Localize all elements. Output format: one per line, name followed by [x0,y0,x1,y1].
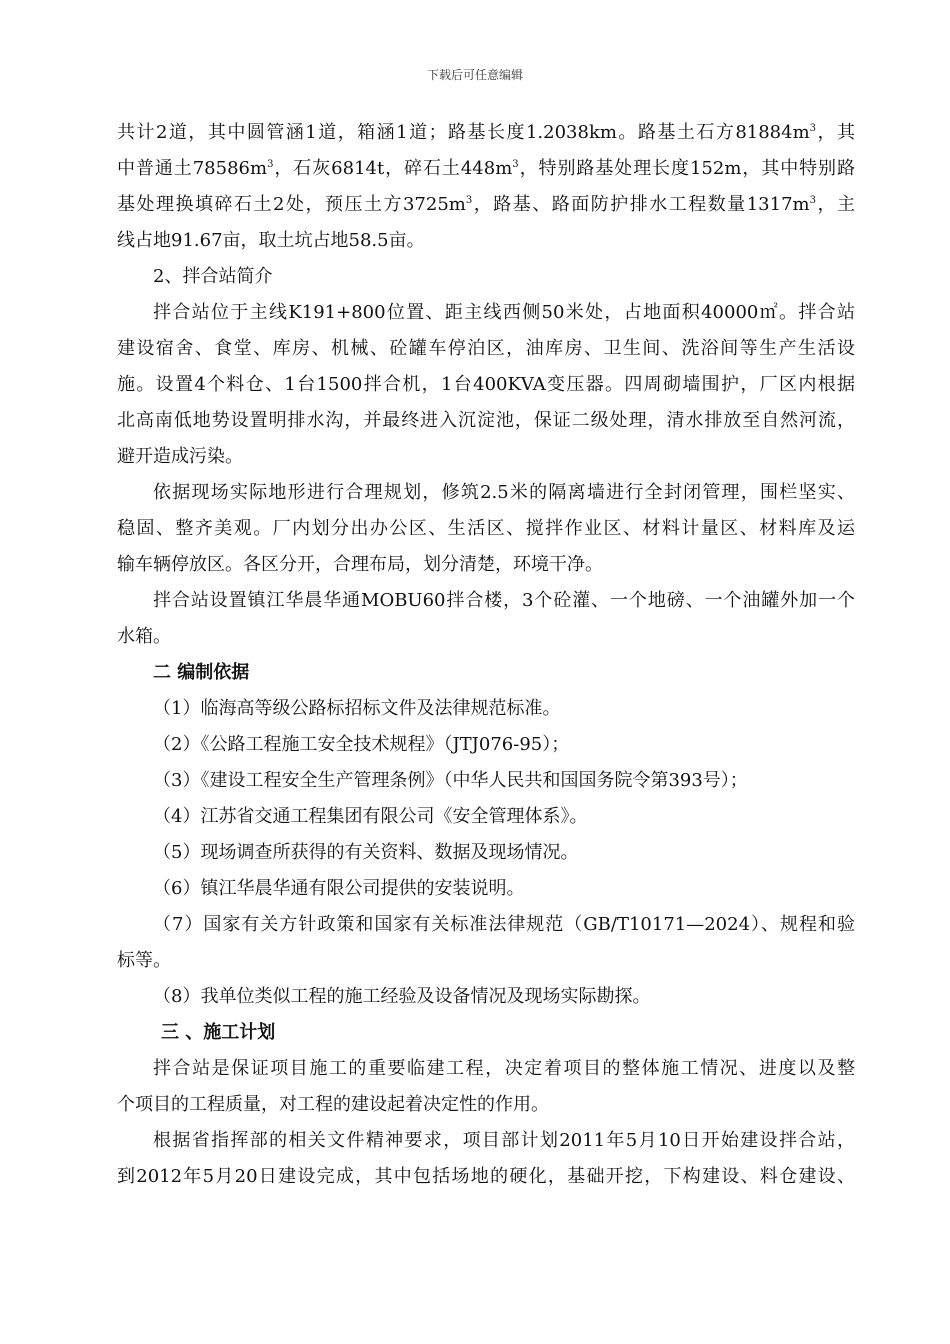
list-item: （3）《建设工程安全生产管理条例》（中华人民共和国国务院令第393号）； [153,770,748,791]
document-body [117,120,855,1200]
text-line: 线占地91.67亩，取土坑占地58.5亩。 [117,230,425,251]
text-line: 基处理换填碎石土2处，预压土方$3725m^3$，路基、路面防护排水工程数量$1317m^3$，主 [117,194,855,215]
text-line: 到2012年5月20日建设完成，其中包括场地的硬化，基础开挖，下构建设、料仓建设、 [117,1166,855,1187]
text-line: 拌合站是保证项目施工的重要临建工程，决定着项目的整体施工情况、进度以及整 [153,1058,855,1079]
list-item: （4）江苏省交通工程集团有限公司《安全管理体系》。 [153,806,588,827]
text-line: 稳固、整齐美观。厂内划分出办公区、生活区、搅拌作业区、材料计量区、材料库及运 [117,518,855,539]
text-line: 水箱。 [117,626,171,647]
section-heading: 二 编制依据 [153,662,250,683]
subsection-title: 2、拌合站简介 [153,266,273,287]
text-line: 输车辆停放区。各区分开，合理布局，划分清楚，环境干净。 [117,554,603,575]
text-line: 拌合站设置镇江华晨华通MOBU60拌合楼，3个砼灌、一个地磅、一个油罐外加一个 [153,590,855,611]
text-line: 北高南低地势设置明排水沟，并最终进入沉淀池，保证二级处理，清水排放至自然河流， [117,410,855,431]
section-heading: 三 、施工计划 [161,1022,276,1043]
text-line: 个项目的工程质量，对工程的建设起着决定性的作用。 [117,1094,549,1115]
text-line: 共计2道，其中圆管涵1道，箱涵1道；路基长度1.2038km。路基土石方$81884m^3$，其 [117,122,855,143]
text-line: 依据现场实际地形进行合理规划，修筑2.5米的隔离墙进行全封闭管理，围栏坚实、 [153,482,855,503]
text-line: 建设宿舍、食堂、库房、机械、砼罐车停泊区，油库房、卫生间、洗浴间等生产生活设 [117,338,855,359]
list-item: （6）镇江华晨华通有限公司提供的安装说明。 [153,878,525,899]
list-item-continuation: 标等。 [117,950,171,971]
text-line: 避开造成污染。 [117,446,243,467]
text-line: 拌合站位于主线K191+800位置、距主线西侧50米处，占地面积40000㎡。拌合站 [153,302,855,323]
list-item: （8）我单位类似工程的施工经验及设备情况及现场实际勘探。 [153,986,651,1007]
text-line: 施。设置4个料仓、1台1500拌合机，1台400KVA变压器。四周砌墙围护，厂区内根据 [117,374,855,395]
page-header: 下载后可任意编辑 [426,68,523,82]
list-item: （5）现场调查所获得的有关资料、数据及现场情况。 [153,842,579,863]
list-item: （7）国家有关方针政策和国家有关标准法律规范（GB/T10171—2024）、规程和验 [153,914,855,935]
list-item: （1）临海高等级公路标招标文件及法律规范标准。 [153,698,561,719]
text-line: 中普通土$78586m^3$，石灰6814t，碎石土$448m^3$，特别路基处理长度152m，其中特别路 [117,158,855,179]
text-line: 根据省指挥部的相关文件精神要求，项目部计划2011年5月10日开始建设拌合站， [153,1130,855,1151]
list-item: （2）《公路工程施工安全技术规程》（JTJ076-95）； [153,734,570,755]
